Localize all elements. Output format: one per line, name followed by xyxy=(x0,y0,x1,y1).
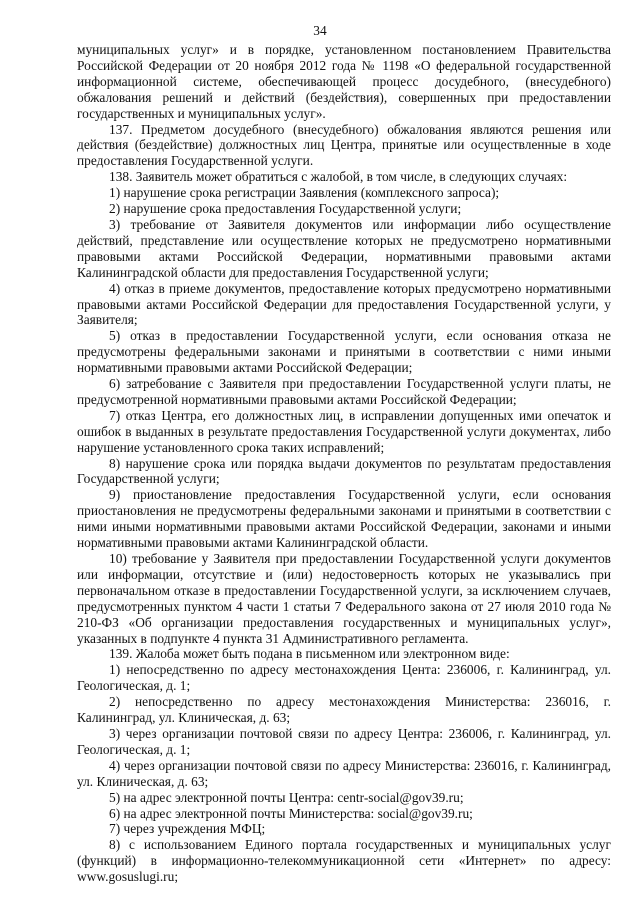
list-item: 8) с использованием Единого портала государственных и муниципальных услуг (функций) в информационно-телекоммуникационной сети «Интернет» по адресу: www.gosuslugi.ru; xyxy=(77,837,611,885)
list-item: 1) нарушение срока регистрации Заявления (комплексного запроса); xyxy=(109,185,500,201)
list-item: 6) на адрес электронной почты Министерства: social@gov39.ru; xyxy=(109,805,473,821)
list-item: 3) требование от Заявителя документов или информации либо осуществление действий, представление или осуществление которых не предусмотрено нормативными правовыми актами Российской Федерации, нормативными правовыми актами Калининградской области для предоставления Государственной услуги; xyxy=(77,216,611,280)
list-item: 5) на адрес электронной почты Центра: centr-social@gov39.ru; xyxy=(109,789,464,805)
list-item: 5) отказ в предоставлении Государственной услуги, если основания отказа не предусмотрены федеральными законами и принятыми в соответствии с ними иными нормативными правовыми актами Российской Федерации; xyxy=(77,328,611,376)
list-item: 4) через организации почтовой связи по адресу Министерства: 236016, г. Калининград, ул. Клиническая, д. 63; xyxy=(77,757,611,789)
list-item: 10) требование у Заявителя при предоставлении Государственной услуги документов или информации, отсутствие и (или) недостоверность которых не указывались при первоначальном отказе в предоставлении Государственной услуги, за исключением случаев, предусмотренных пунктом 4 части 1 статьи 7 Федерального закона от 27 июля 2010 года № 210-ФЗ «Об организации предоставления государственных и муниципальных услуг», указанных в подпункте 4 пункта 31 Административного регламента. xyxy=(77,551,611,646)
list-item: 7) отказ Центра, его должностных лиц, в исправлении допущенных ими опечаток и ошибок в выданных в результате предоставления Государственной услуги документах, либо нарушение установленного срока таких исправлений; xyxy=(77,407,611,455)
list-item: 2) непосредственно по адресу местонахождения Министерства: 236016, г. Калининград, ул. Клиническая, д. 63; xyxy=(77,694,611,726)
list-item: 6) затребование с Заявителя при предоставлении Государственной услуги платы, не предусмотренной нормативными правовыми актами Российской Федерации; xyxy=(77,376,611,407)
paragraph: муниципальных услуг» и в порядке, установленном постановлением Правительства Российской Федерации от 20 ноября 2012 года № 1198 «О федеральной государственной информационной системе, обеспечивающей процесс досудебного, (внесудебного) обжалования решений и действий (бездействия), совершенных при предоставлении государственных и муниципальных услуг». xyxy=(77,42,611,121)
list-item: 1) непосредственно по адресу местонахождения Цента: 236006, г. Калининград, ул. Геологическая, д. 1; xyxy=(77,662,611,694)
list-item: 4) отказ в приеме документов, предоставление которых предусмотрено нормативными правовыми актами Российской Федерации для предоставления Государственной услуги, у Заявителя; xyxy=(77,280,611,328)
paragraph: 137. Предметом досудебного (внесудебного) обжалования являются решения или действия (бездействие) должностных лиц Центра, принятые или осуществленные в ходе предоставления Государственной услуги. xyxy=(77,121,611,169)
list-item: 2) нарушение срока предоставления Государственной услуги; xyxy=(109,201,462,217)
page-number: 34 xyxy=(313,23,327,38)
paragraph: 139. Жалоба может быть подана в письменном или электронном виде: xyxy=(109,646,510,662)
list-item: 7) через учреждения МФЦ; xyxy=(109,821,266,837)
list-item: 8) нарушение срока или порядка выдачи документов по результатам предоставления Государственной услуги; xyxy=(77,455,611,487)
paragraph: 138. Заявитель может обратиться с жалобой, в том числе, в следующих случаях: xyxy=(109,169,568,185)
list-item: 9) приостановление предоставления Государственной услуги, если основания приостановления не предусмотрены федеральными законами и принятыми в соответствии с ними иными нормативными правовыми актами Российской Федерации, законами и иными нормативными правовыми актами Калининградской области. xyxy=(77,487,611,551)
document-body xyxy=(77,42,611,885)
list-item: 3) через организации почтовой связи по адресу Центра: 236006, г. Калининград, ул. Геологическая, д. 1; xyxy=(77,725,611,757)
